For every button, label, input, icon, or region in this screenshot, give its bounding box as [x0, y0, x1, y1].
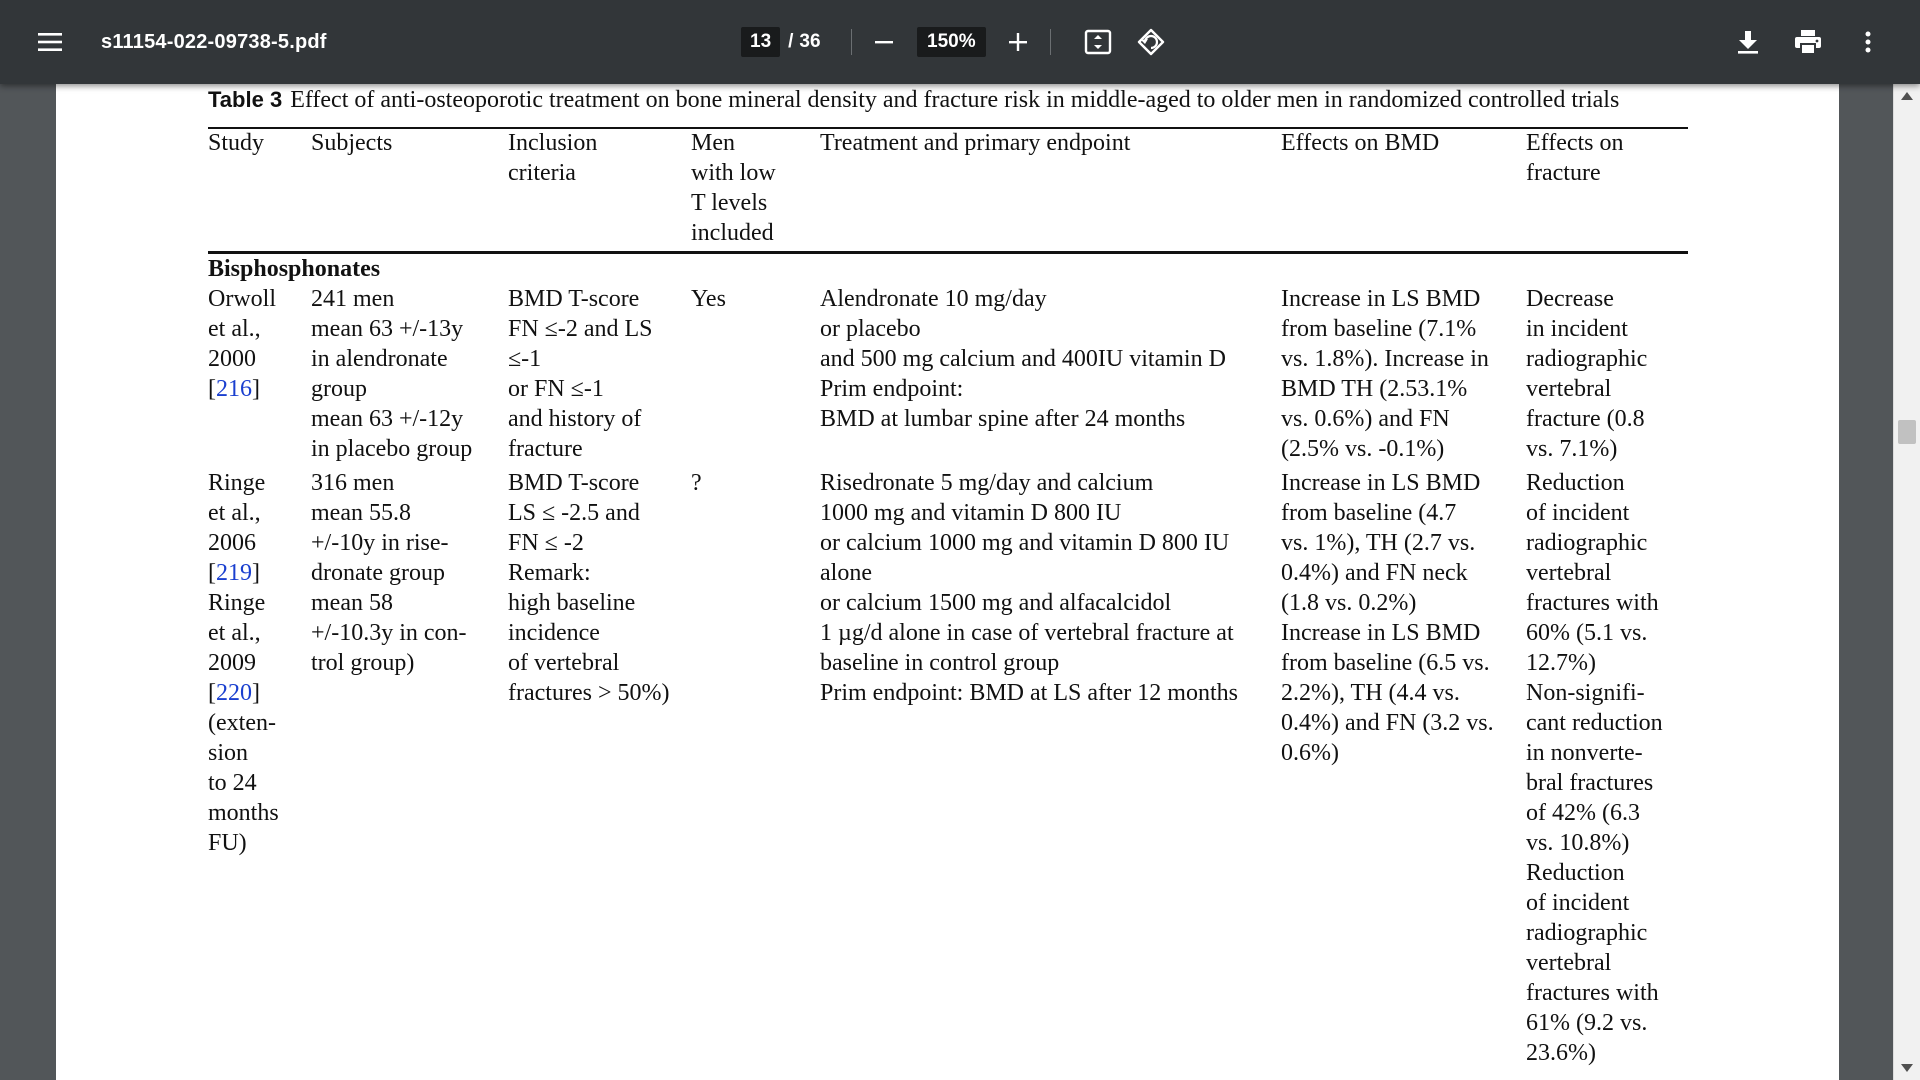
header-inclusion-criteria: Inclusion criteria [508, 130, 598, 186]
header-treatment: Treatment and primary endpoint [820, 130, 1131, 156]
table-cell-low-t: ? [691, 470, 702, 496]
section-heading: Bisphosphonates [208, 256, 381, 282]
header-effects-fracture: Effects on fracture [1526, 130, 1624, 186]
table-cell-treatment: Alendronate 10 mg/day or placebo and 500 mg calcium and 400IU vitamin D Prim endpoint: BMD at lumbar spine after 24 months [820, 286, 1226, 432]
table-title: Effect of anti-osteoporotic treatment on bone mineral density and fracture risk in middle-aged to older men in randomized controlled trials [290, 87, 1620, 113]
header-subjects: Subjects [311, 130, 393, 156]
table-cell-study [208, 284, 276, 404]
table-cell-treatment: Risedronate 5 mg/day and calcium 1000 mg and vitamin D 800 IU or calcium 1000 mg and vitamin D 800 IU alone or calcium 1500 mg and alfacalcidol 1 µg/d alone in case of vertebral fracture at baseline in control group Prim endpoint: BMD at LS after 12 months [820, 470, 1238, 706]
scroll-up-icon[interactable] [1901, 92, 1913, 100]
zoom-out-icon[interactable] [862, 20, 906, 64]
header-bottom-rule [208, 251, 1688, 254]
table-caption [208, 87, 1619, 114]
pdf-toolbar [0, 0, 1920, 84]
citation-link[interactable]: 216 [216, 376, 252, 402]
toolbar-divider [851, 29, 852, 55]
zoom-in-icon[interactable] [996, 20, 1040, 64]
table-cell-fracture: Decrease in incident radiographic vertebral fracture (0.8 vs. 7.1%) [1526, 286, 1648, 462]
vertical-scrollbar[interactable] [1893, 84, 1920, 1080]
table-cell-study [208, 468, 279, 858]
table-label: Table 3 [208, 87, 283, 112]
study-text: ] Ringe et al., 2009 [ [208, 560, 266, 706]
rotate-icon[interactable] [1129, 20, 1173, 64]
document-title: s11154-022-09738-5.pdf [101, 30, 327, 53]
table-cell-inclusion: BMD T-score LS ≤ -2.5 and FN ≤ -2 Remark: high baseline incidence of vertebral fractures > 50%) [508, 470, 670, 706]
citation-link[interactable]: 219 [216, 560, 252, 586]
fit-page-icon[interactable] [1076, 20, 1120, 64]
table-cell-subjects: 241 men mean 63 +/-13y in alendronate group mean 63 +/-12y in placebo group [311, 286, 473, 462]
header-effects-bmd: Effects on BMD [1281, 130, 1440, 156]
table-cell-low-t: Yes [691, 286, 726, 312]
table-cell-bmd: Increase in LS BMD from baseline (7.1% vs. 1.8%). Increase in BMD TH (2.53.1% vs. 0.6%) and FN (2.5% vs. -0.1%) [1281, 286, 1489, 462]
download-icon[interactable] [1726, 20, 1770, 64]
citation-link[interactable]: 220 [216, 680, 252, 706]
table-cell-subjects: 316 men mean 55.8 +/-10y in rise- dronate group mean 58 +/-10.3y in con- trol group) [311, 470, 467, 676]
study-text: Orwoll et al., 2000 [ [208, 286, 276, 402]
study-text: ] [252, 376, 260, 402]
page-number-input[interactable]: 13 [741, 27, 780, 57]
print-icon[interactable] [1786, 20, 1830, 64]
header-low-t: Men with low T levels included [691, 130, 776, 246]
scrollbar-thumb[interactable] [1898, 420, 1916, 444]
study-text: Ringe et al., 2006 [ [208, 470, 266, 586]
page-separator: / [788, 31, 794, 52]
scroll-down-icon[interactable] [1901, 1064, 1913, 1072]
more-vert-icon[interactable] [1846, 20, 1890, 64]
table-cell-fracture: Reduction of incident radiographic vertebral fractures with 60% (5.1 vs. 12.7%) Non-signifi- cant reduction in nonverte- bral fractures of 42% (6.3 vs. 10.8%) Reduction of incident radiographic vertebral fractures with 61% (9.2 vs. 23.6%) [1526, 470, 1663, 1066]
menu-icon[interactable] [28, 20, 72, 64]
toolbar-divider [1050, 29, 1051, 55]
header-study: Study [208, 130, 265, 156]
study-text: ] (exten- sion to 24 months FU) [208, 680, 279, 856]
table-cell-inclusion: BMD T-score FN ≤-2 and LS ≤-1 or FN ≤-1 and history of fracture [508, 286, 653, 462]
table-cell-bmd: Increase in LS BMD from baseline (4.7 vs. 1%), TH (2.7 vs. 0.4%) and FN neck (1.8 vs. 0.2%) Increase in LS BMD from baseline (6.5 vs. 2.2%), TH (4.4 vs. 0.4%) and FN (3.2 vs. 0.6%) [1281, 470, 1494, 766]
zoom-level-input[interactable]: 150% [917, 27, 986, 57]
page-total: 36 [799, 31, 821, 52]
pdf-page [56, 84, 1839, 1080]
